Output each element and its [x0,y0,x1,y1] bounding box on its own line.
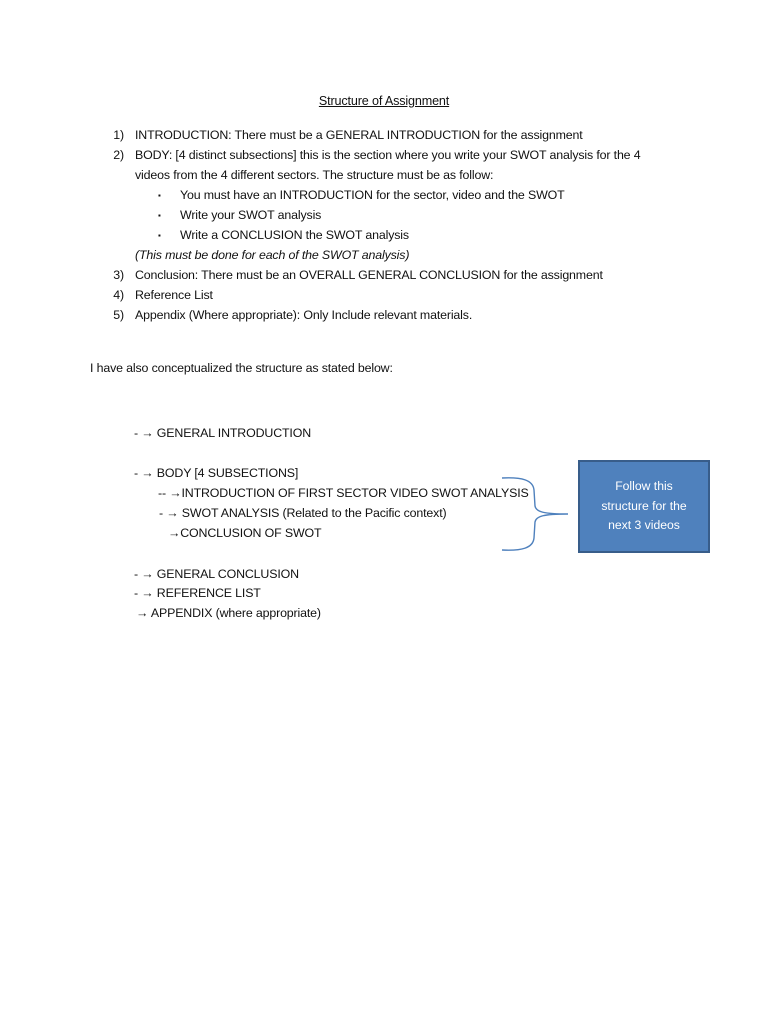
list-number: 2) [113,148,124,162]
callout-box: Follow this structure for the next 3 videos [578,460,710,553]
bullet-item: Write a CONCLUSION the SWOT analysis [180,228,409,242]
list-item-introduction: INTRODUCTION: There must be a GENERAL INTRODUCTION for the assignment [135,128,583,142]
list-number: 4) [113,288,124,302]
list-number: 1) [113,128,124,142]
bullet-marker: ▪ [158,231,161,240]
list-item-conclusion: Conclusion: There must be an OVERALL GENERAL CONCLUSION for the assignment [135,268,603,282]
right-brace-icon [500,476,572,552]
list-item-appendix: Appendix (Where appropriate): Only Include relevant materials. [135,308,473,322]
bullet-marker: ▪ [158,211,161,220]
structure-line-body: - → BODY [4 SUBSECTIONS] [134,466,299,480]
structure-line-sector-introduction: -- →INTRODUCTION OF FIRST SECTOR VIDEO SWOT ANALYSIS [158,486,529,500]
list-item-reference-list: Reference List [135,288,213,302]
structure-line-general-conclusion: - → GENERAL CONCLUSION [134,567,299,581]
structure-line-swot-analysis: - → SWOT ANALYSIS (Related to the Pacific context) [159,506,447,520]
italic-note: (This must be done for each of the SWOT analysis) [135,248,410,262]
structure-line-reference-list: - → REFERENCE LIST [134,586,261,600]
bullet-marker: ▪ [158,191,161,200]
structure-line-swot-conclusion: →CONCLUSION OF SWOT [168,526,322,540]
concept-heading: I have also conceptualized the structure as stated below: [90,361,393,375]
bullet-item: You must have an INTRODUCTION for the sector, video and the SWOT [180,188,565,202]
structure-line-general-introduction: - → GENERAL INTRODUCTION [134,426,311,440]
list-number: 3) [113,268,124,282]
list-item-body-line-2: videos from the 4 different sectors. The structure must be as follow: [135,168,494,182]
list-item-body-line-1: BODY: [4 distinct subsections] this is the section where you write your SWOT analysis for the 4 [135,148,641,162]
list-number: 5) [113,308,124,322]
structure-line-appendix: → APPENDIX (where appropriate) [136,606,321,620]
document-title: Structure of Assignment [318,94,450,108]
bullet-item: Write your SWOT analysis [180,208,322,222]
